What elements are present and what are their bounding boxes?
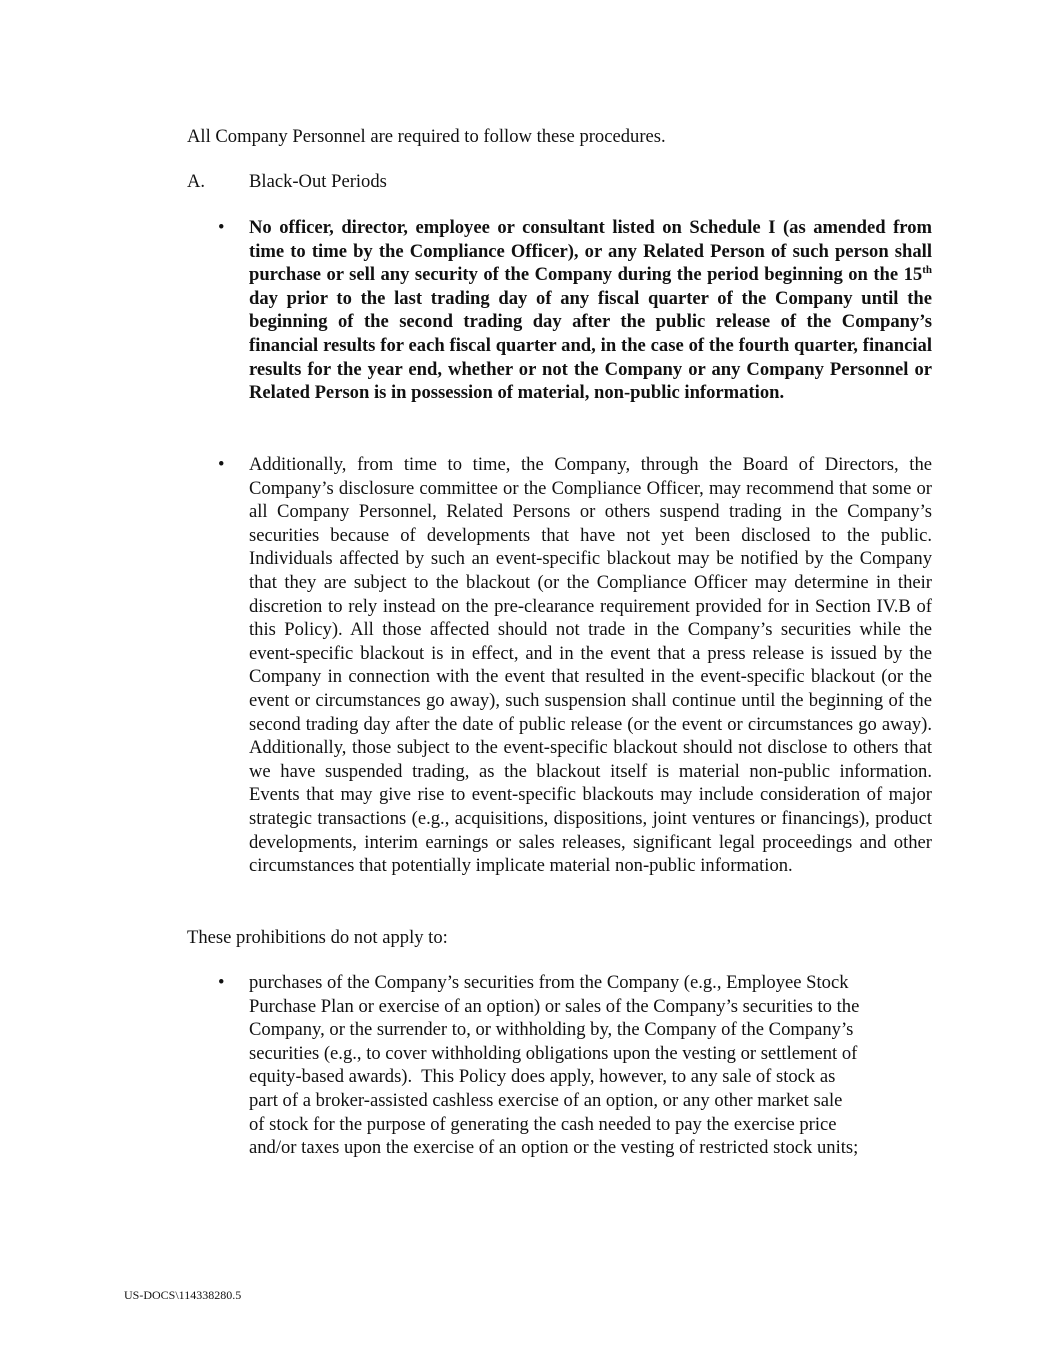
section-title: Black-Out Periods bbox=[249, 171, 387, 192]
exception-line: part of a broker-assisted cashless exercise of an option, or any other market sale bbox=[249, 1089, 843, 1111]
exception-line: Purchase Plan or exercise of an option) or sales of the Company’s securities to the bbox=[249, 995, 860, 1017]
bullet-marker: • bbox=[218, 972, 225, 993]
exception-line: purchases of the Company’s securities from the Company (e.g., Employee Stock bbox=[249, 972, 849, 993]
intro-paragraph: All Company Personnel are required to follow these procedures. bbox=[187, 126, 666, 147]
blackout-bullet bbox=[218, 216, 932, 405]
exception-text bbox=[249, 971, 932, 1160]
bullet-marker: • bbox=[218, 454, 225, 475]
event-blackout-bullet bbox=[218, 453, 932, 878]
event-blackout-text: Additionally, from time to time, the Company, through the Board of Directors, the Company’s disclosure committee or the Compliance Officer, may recommend that some or all Company Personnel, Related Persons or others suspend trading in the Company’s securities because of developments that have not yet been disclosed to the public. Individuals affected by such an event-specific blackout may be notified by the Company that they are subject to the blackout (or the Compliance Officer may determine in their discretion to rely instead on the pre-clearance requirement provided for in Section IV.B of this Policy). All those affected should not trade in the Company’s securities while the event-specific blackout is in effect, and in the event that a press release is issued by the Company in connection with the event that resulted in the event-specific blackout (or the event or circumstances go away), such suspension shall continue until the beginning of the second trading day after the date of public release (or the event or circumstances go away). Additionally, those subject to the event-specific blackout should not disclose to others that we have suspended trading, as the blackout itself is material non-public information. Events that may give rise to event-specific blackouts may include consideration of major strategic transactions (e.g., acquisitions, dispositions, joint ventures or financings), product developments, interim earnings or sales releases, significant legal proceedings and other circumstances that potentially implicate material non-public information. bbox=[249, 454, 932, 877]
exception-bullet bbox=[218, 971, 932, 1160]
bullet-marker: • bbox=[218, 217, 225, 238]
exception-line: of stock for the purpose of generating the cash needed to pay the exercise price bbox=[249, 1113, 837, 1135]
section-letter: A. bbox=[187, 171, 206, 192]
exception-line: equity-based awards). This Policy does apply, however, to any sale of stock as bbox=[249, 1066, 836, 1088]
blackout-text-part2: day prior to the last trading day of any fiscal quarter of the Company until the beginning of the second trading day after the public release of the Company’s financial results for each fiscal quarter and, in the case of the fourth quarter, financial results for the year end, whether or not the Company or any Company Personnel or Related Person is in possession of material, non-public information. bbox=[249, 287, 932, 404]
section-heading bbox=[187, 170, 387, 194]
exception-line: and/or taxes upon the exercise of an option or the vesting of restricted stock units; bbox=[249, 1137, 859, 1159]
blackout-bullet-text bbox=[249, 216, 932, 405]
blackout-text-part1: No officer, director, employee or consultant listed on Schedule I (as amended from time to time by the Compliance Officer), or any Related Person of such person shall purchase or sell any security of the Company during the period beginning on the 15 bbox=[249, 217, 932, 286]
document-footer-id: US-DOCS\114338280.5 bbox=[124, 1288, 242, 1302]
exception-line: securities (e.g., to cover withholding obligations upon the vesting or settlement of bbox=[249, 1042, 858, 1064]
exceptions-intro: These prohibitions do not apply to: bbox=[187, 927, 448, 948]
exception-line: Company, or the surrender to, or withholding by, the Company of the Company’s bbox=[249, 1019, 854, 1041]
ordinal-suffix: th bbox=[922, 264, 932, 276]
